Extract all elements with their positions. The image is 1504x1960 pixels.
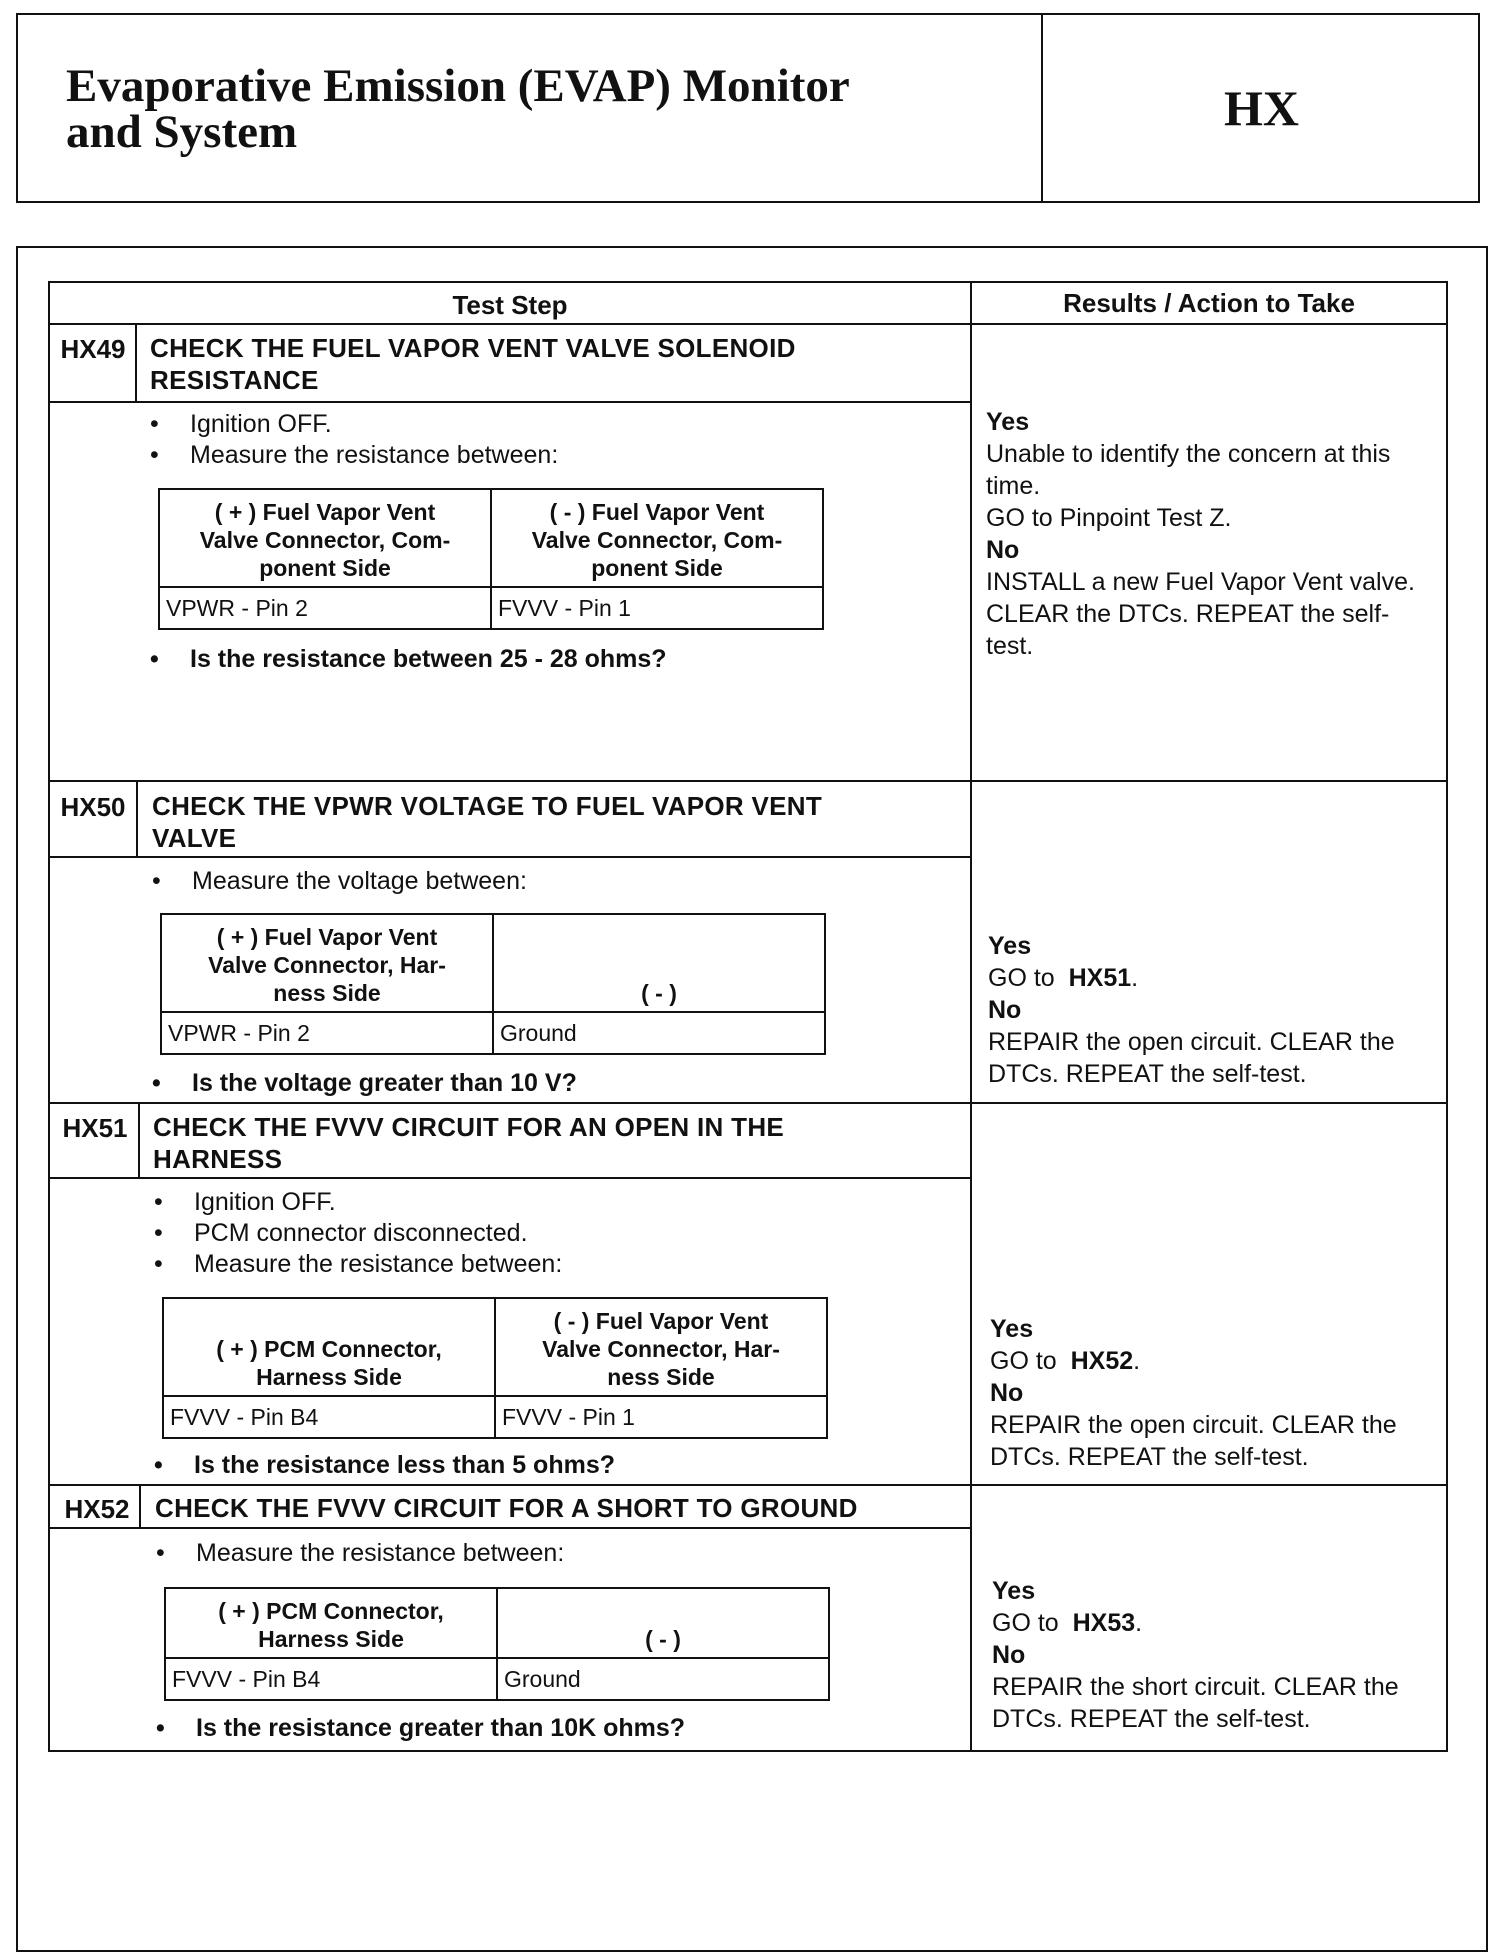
negative-lead-header: ( - ) bbox=[497, 1588, 829, 1658]
yes-target-link[interactable]: HX52 bbox=[1070, 1347, 1134, 1375]
step-separator bbox=[48, 1484, 1448, 1486]
yes-text-secondary: GO to Pinpoint Test Z. bbox=[986, 504, 1232, 532]
step-result bbox=[988, 930, 1438, 1090]
step-id: HX50 bbox=[60, 792, 126, 822]
positive-lead-header: ( + ) PCM Connector, Harness Side bbox=[165, 1588, 497, 1658]
step-id: HX52 bbox=[64, 1494, 130, 1524]
no-text: INSTALL a new Fuel Vapor Vent valve. bbox=[986, 568, 1415, 596]
negative-lead-value: Ground bbox=[497, 1658, 829, 1700]
section-code: HX bbox=[1224, 80, 1299, 136]
page-header bbox=[16, 13, 1480, 203]
step-bullets bbox=[150, 1187, 562, 1280]
measurement-table bbox=[160, 913, 826, 1055]
step-question: • Is the voltage greater than 10 V? bbox=[148, 1069, 577, 1098]
measurement-table bbox=[158, 488, 824, 630]
yes-text: GO to HX52. bbox=[990, 1347, 1141, 1375]
yes-prefix: GO to bbox=[988, 964, 1055, 992]
yes-target-link[interactable]: HX51 bbox=[1068, 964, 1132, 992]
column-header-test-step: Test Step bbox=[452, 290, 568, 320]
title-underline bbox=[48, 1527, 970, 1529]
step-question: • Is the resistance greater than 10K ohms? bbox=[152, 1714, 685, 1743]
table-left-border bbox=[48, 281, 50, 1752]
step-question: • Is the resistance less than 5 ohms? bbox=[150, 1451, 615, 1480]
column-header-results: Results / Action to Take bbox=[1063, 288, 1355, 318]
step-title: CHECK THE FVVV CIRCUIT FOR A SHORT TO GROUND bbox=[155, 1493, 858, 1523]
table-header-bottom bbox=[48, 323, 1448, 325]
bullet-item: • Ignition OFF. bbox=[146, 409, 558, 440]
step-title: CHECK THE VPWR VOLTAGE TO FUEL VAPOR VENT VALVE bbox=[152, 791, 823, 853]
no-label: No bbox=[992, 1641, 1026, 1669]
yes-text: GO to HX53. bbox=[992, 1609, 1143, 1637]
positive-lead-value: FVVV - Pin B4 bbox=[165, 1658, 497, 1700]
step-id: HX51 bbox=[62, 1113, 128, 1143]
no-text: REPAIR the open circuit. CLEAR the DTCs. REPEAT the self-test. bbox=[988, 1028, 1395, 1088]
step-result bbox=[986, 406, 1436, 662]
yes-label: Yes bbox=[988, 932, 1032, 960]
table-bottom-border bbox=[48, 1750, 1448, 1752]
step-title: CHECK THE FVVV CIRCUIT FOR AN OPEN IN THE HARNESS bbox=[153, 1112, 785, 1174]
positive-lead-value: VPWR - Pin 2 bbox=[159, 587, 491, 629]
step-result bbox=[992, 1575, 1442, 1735]
yes-prefix: GO to bbox=[992, 1609, 1059, 1637]
no-text-secondary: CLEAR the DTCs. REPEAT the self-test. bbox=[986, 600, 1390, 660]
negative-lead-value: FVVV - Pin 1 bbox=[495, 1396, 827, 1438]
positive-lead-header: ( + ) Fuel Vapor Vent Valve Connector, Har- ness Side bbox=[161, 914, 493, 1012]
title-underline bbox=[48, 1177, 970, 1179]
negative-lead-value: FVVV - Pin 1 bbox=[491, 587, 823, 629]
yes-text: GO to HX51. bbox=[988, 964, 1139, 992]
measurement-table bbox=[164, 1587, 830, 1701]
step-bullets bbox=[148, 866, 527, 897]
yes-text: Unable to identify the concern at this time. bbox=[986, 440, 1391, 500]
bullet-item: • Measure the resistance between: bbox=[150, 1249, 562, 1280]
title-underline bbox=[48, 401, 970, 403]
table-right-border bbox=[1446, 281, 1448, 1752]
yes-label: Yes bbox=[992, 1577, 1036, 1605]
step-title: CHECK THE FUEL VAPOR VENT VALVE SOLENOID RESISTANCE bbox=[150, 333, 796, 395]
step-result bbox=[990, 1313, 1440, 1473]
no-label: No bbox=[988, 996, 1022, 1024]
step-bullets bbox=[152, 1538, 564, 1569]
bullet-item: • Ignition OFF. bbox=[150, 1187, 562, 1218]
bullet-item: • Measure the resistance between: bbox=[146, 440, 558, 471]
yes-label: Yes bbox=[986, 408, 1030, 436]
positive-lead-header: ( + ) PCM Connector, Harness Side bbox=[163, 1298, 495, 1396]
no-label: No bbox=[990, 1379, 1024, 1407]
negative-lead-value: Ground bbox=[493, 1012, 825, 1054]
bullet-item: • Measure the resistance between: bbox=[152, 1538, 564, 1569]
no-text: REPAIR the short circuit. CLEAR the DTCs. REPEAT the self-test. bbox=[992, 1673, 1399, 1733]
step-separator bbox=[48, 1102, 1448, 1104]
negative-lead-header: ( - ) bbox=[493, 914, 825, 1012]
negative-lead-header: ( - ) Fuel Vapor Vent Valve Connector, Har- ness Side bbox=[495, 1298, 827, 1396]
positive-lead-value: VPWR - Pin 2 bbox=[161, 1012, 493, 1054]
page-title: Evaporative Emission (EVAP) Monitor and System bbox=[66, 60, 850, 158]
negative-lead-header: ( - ) Fuel Vapor Vent Valve Connector, Com- ponent Side bbox=[491, 489, 823, 587]
table-top-border bbox=[48, 281, 1448, 283]
no-text: REPAIR the open circuit. CLEAR the DTCs. REPEAT the self-test. bbox=[990, 1411, 1397, 1471]
measurement-table bbox=[162, 1297, 828, 1439]
step-id: HX49 bbox=[60, 334, 126, 364]
yes-prefix: GO to bbox=[990, 1347, 1057, 1375]
bullet-item: • Measure the voltage between: bbox=[148, 866, 527, 897]
title-underline bbox=[48, 856, 970, 858]
step-separator bbox=[48, 780, 1448, 782]
yes-label: Yes bbox=[990, 1315, 1034, 1343]
step-bullets bbox=[146, 409, 558, 471]
positive-lead-header: ( + ) Fuel Vapor Vent Valve Connector, Com- ponent Side bbox=[159, 489, 491, 587]
step-question: • Is the resistance between 25 - 28 ohms? bbox=[146, 645, 667, 674]
no-label: No bbox=[986, 536, 1020, 564]
bullet-item: • PCM connector disconnected. bbox=[150, 1218, 562, 1249]
positive-lead-value: FVVV - Pin B4 bbox=[163, 1396, 495, 1438]
yes-target-link[interactable]: HX53 bbox=[1072, 1609, 1136, 1637]
results-column-divider bbox=[970, 281, 972, 1752]
